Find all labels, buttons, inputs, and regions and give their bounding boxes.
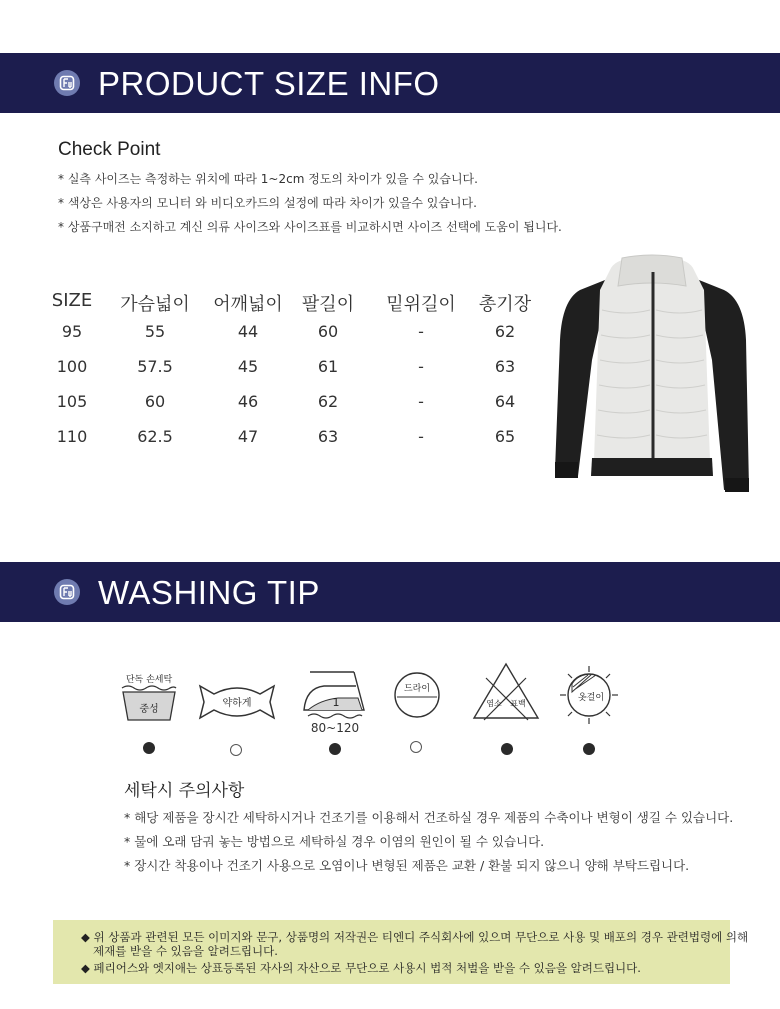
notice-line: ◆ 위 상품과 관련된 모든 이미지와 문구, 상품명의 저작권은 티엔디 주식회사에 있으며 무단으로 사용 및 배포의 경우 관련법령에 의해: [81, 930, 749, 944]
brand-logo-icon: [54, 70, 80, 96]
hand-wash-indicator: [143, 742, 155, 754]
size-table-cell: -: [418, 322, 424, 341]
size-table-cell: 63: [494, 357, 516, 376]
size-table-header: 가슴넓이: [120, 294, 190, 315]
svg-text:염소: 염소: [486, 699, 502, 708]
size-table-cell: 61: [317, 357, 339, 376]
no-bleach-indicator: [501, 743, 513, 755]
size-table-cell: 105: [56, 392, 88, 411]
size-table-cell: 64: [494, 392, 516, 411]
section-title-size: PRODUCT SIZE INFO: [98, 65, 440, 102]
size-table-cell: 100: [56, 357, 88, 376]
gentle-wash-indicator: [230, 744, 242, 756]
check-point-note: * 상품구매전 소지하고 계신 의류 사이즈와 사이즈표를 비교하시면 사이즈 선택에 도움이 됩니다.: [58, 220, 562, 234]
size-table-header: 밑위길이: [386, 294, 456, 315]
caution-note: * 장시간 착용이나 건조기 사용으로 오염이나 변형된 제품은 교환 / 환불 되지 않으니 양해 부탁드립니다.: [124, 858, 690, 873]
size-table-header: SIZE: [51, 290, 93, 311]
caution-note: * 해당 제품을 장시간 세탁하시거나 건조기를 이용해서 건조하실 경우 제품의 수축이나 변형이 생길 수 있습니다.: [124, 810, 734, 825]
size-table-cell: 60: [317, 322, 339, 341]
check-point-title: Check Point: [58, 139, 161, 160]
size-table-cell: 55: [144, 322, 166, 341]
svg-text:단독 손세탁: 단독 손세탁: [125, 675, 173, 685]
hang-dry-indicator: [583, 743, 595, 755]
svg-text:1: 1: [332, 696, 340, 709]
check-point-note: * 색상은 사용자의 모니터 와 비디오카드의 설정에 따라 차이가 있을수 있습니다.: [58, 196, 477, 210]
washing-tip-banner: [0, 562, 780, 622]
size-table-cell: 63: [317, 427, 339, 446]
hand-wash-icon: [118, 670, 180, 726]
size-table-cell: 45: [237, 357, 259, 376]
notice-line: ◆ 페리어스와 엣지애는 상표등록된 자사의 자산으로 무단으로 사용시 법적 처벌을 받을 수 있음을 알려드립니다.: [81, 961, 641, 975]
size-table-cell: 47: [237, 427, 259, 446]
caution-note: * 물에 오래 담궈 놓는 방법으로 세탁하실 경우 이염의 원인이 될 수 있습니다.: [124, 834, 545, 849]
size-table-cell: 57.5: [137, 357, 173, 376]
size-table-cell: -: [418, 357, 424, 376]
svg-text:표백: 표백: [510, 699, 526, 708]
section-title-washing: WASHING TIP: [98, 574, 320, 611]
dry-clean-indicator: [410, 741, 422, 753]
hang-dry-icon: [558, 664, 620, 726]
size-table-header: 팔길이: [301, 294, 355, 315]
size-table-cell: 62.5: [137, 427, 173, 446]
size-table-cell: 110: [56, 427, 88, 446]
check-point-note: * 실측 사이즈는 측정하는 위치에 따라 1~2cm 정도의 차이가 있을 수 있습니다.: [58, 172, 478, 186]
iron-indicator: [329, 743, 341, 755]
dry-clean-icon: [392, 670, 442, 720]
copyright-notice: [53, 920, 749, 984]
jacket-image: [552, 250, 752, 496]
svg-text:드라이: 드라이: [403, 684, 431, 694]
size-table-cell: 62: [317, 392, 339, 411]
svg-text:중성: 중성: [139, 704, 159, 715]
size-table-cell: -: [418, 392, 424, 411]
no-bleach-icon: [472, 662, 540, 722]
size-table-cell: 44: [237, 322, 259, 341]
brand-logo-icon: [54, 579, 80, 605]
size-table-cell: 46: [237, 392, 259, 411]
size-table-cell: 65: [494, 427, 516, 446]
iron-icon: [298, 666, 372, 738]
size-table-cell: 60: [144, 392, 166, 411]
svg-text:옷걸이: 옷걸이: [577, 693, 605, 703]
size-table-header: 총기장: [478, 294, 532, 315]
gentle-wash-icon: [198, 680, 276, 724]
size-table-header: 어깨넓이: [213, 294, 283, 315]
size-info-banner: [0, 53, 780, 113]
size-table-cell: 62: [494, 322, 516, 341]
svg-text:약하게: 약하게: [222, 698, 252, 709]
size-table-cell: 95: [61, 322, 83, 341]
caution-title: 세탁시 주의사항: [124, 781, 245, 801]
notice-line: 제재를 받을 수 있음을 알려드립니다.: [93, 944, 278, 958]
size-table-cell: -: [418, 427, 424, 446]
svg-text:80~120: 80~120: [310, 721, 360, 735]
